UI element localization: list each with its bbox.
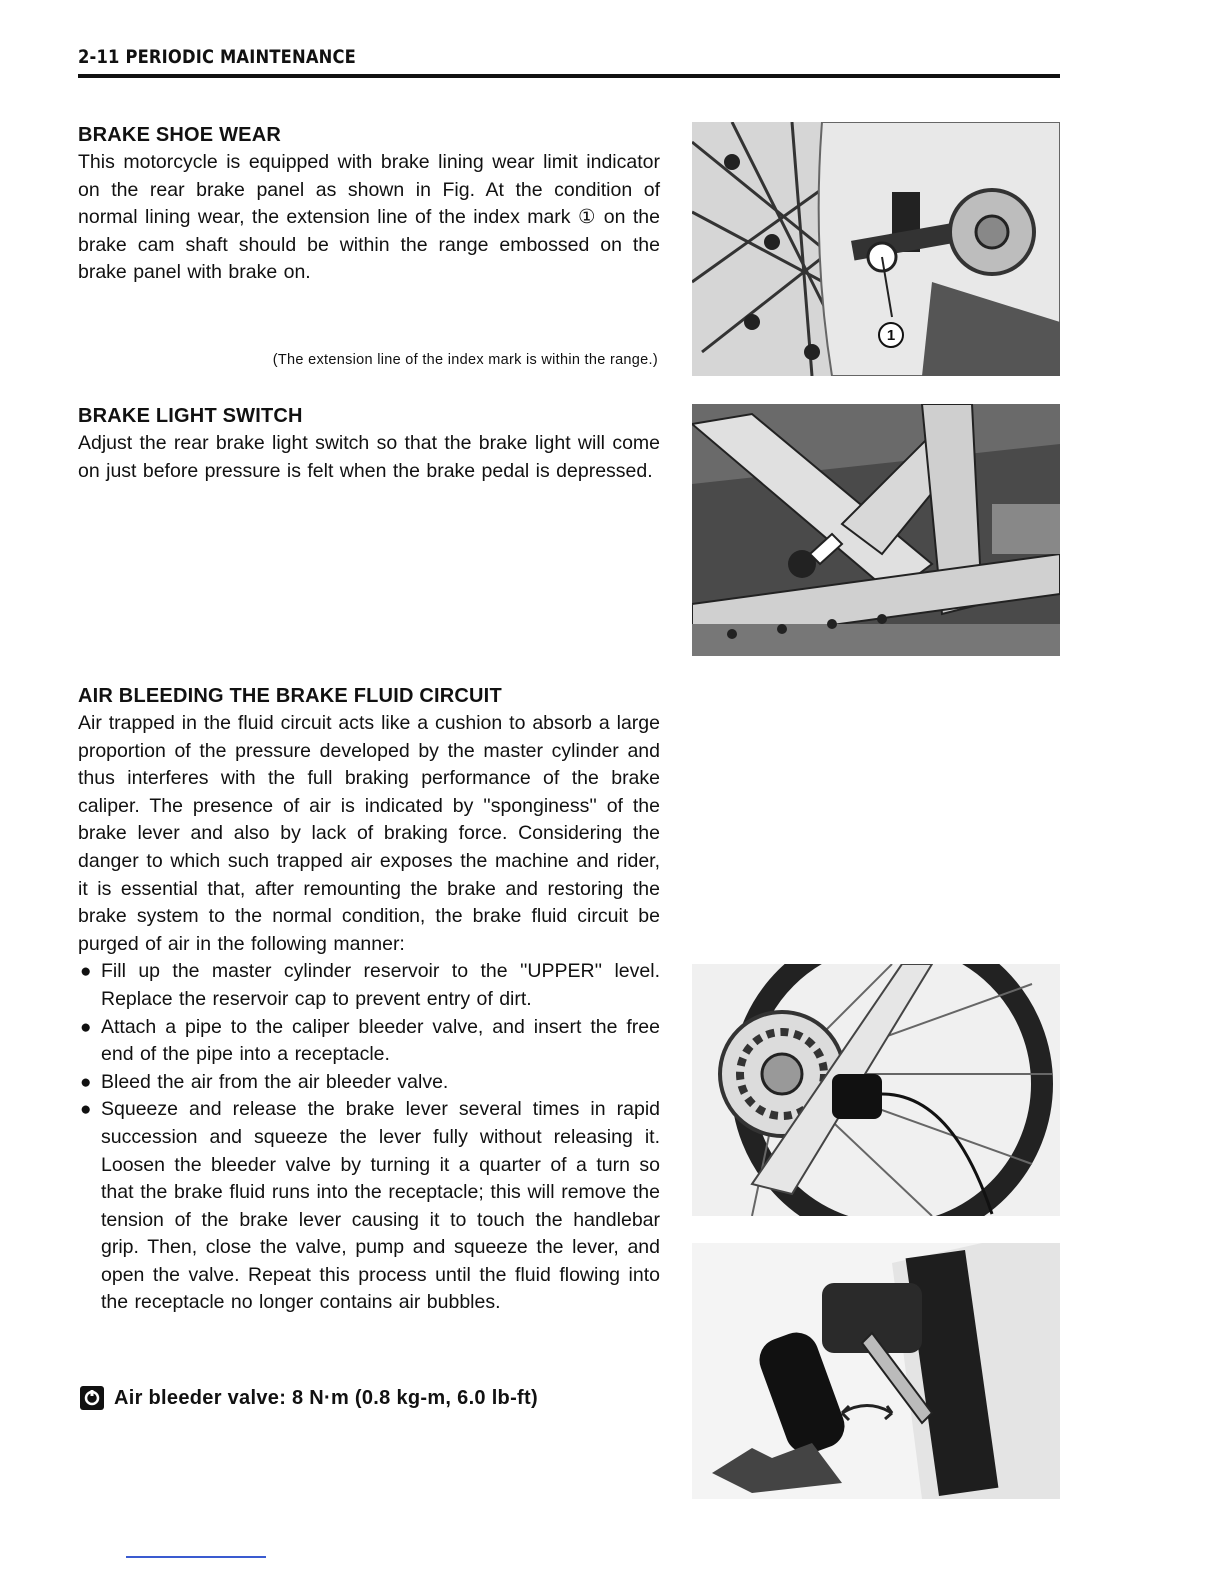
bullet-icon: ● xyxy=(80,961,92,983)
bullet-icon: ● xyxy=(80,1016,92,1038)
step-text: Fill up the master cylinder reservoir to the ''UPPER'' level. Replace the reservoir cap to prevent entry of dirt. xyxy=(101,960,660,1010)
air-bleeding-title: AIR BLEEDING THE BRAKE FLUID CIRCUIT xyxy=(78,685,502,707)
section-brake-shoe-wear xyxy=(78,122,660,287)
step-text: Squeeze and release the brake lever several times in rapid succession and squeeze the lever fully without releasing it. Loosen the bleeder valve by turning it a quarter of a turn so that the brake fluid runs into the receptacle; this will remove the tension of the brake lever causing it to touch the handlebar grip. Then, close the valve, pump and squeeze the lever, and open the valve. Repeat this process until the fluid flowing into the receptacle no longer contains air bubbles. xyxy=(101,1098,660,1314)
index-mark-symbol: ① xyxy=(577,206,597,229)
brake-shoe-title: BRAKE SHOE WEAR xyxy=(78,124,282,146)
brake-light-switch-photo xyxy=(692,404,1060,656)
header-title: 2-11 PERIODIC MAINTENANCE xyxy=(78,46,357,68)
bullet-icon: ● xyxy=(80,1071,92,1093)
air-bleeding-steps xyxy=(78,958,660,1317)
page-header xyxy=(78,44,1060,78)
torque-spec xyxy=(80,1386,538,1410)
section-air-bleeding xyxy=(78,683,660,1317)
section-brake-light-switch xyxy=(78,403,660,485)
brake-shoe-body-part2: on the brake cam shaft should be within the range embossed on the brake panel with brake on. xyxy=(78,206,660,284)
list-item xyxy=(78,958,660,1013)
air-bleeding-body: Air trapped in the fluid circuit acts like a cushion to absorb a large proportion of the pressure developed by the master cylinder and thus interferes with the full braking performance of the brake caliper. The presence of air is indicated by ''sponginess'' of the brake lever and also by lack of braking force. Considering the danger to which such trapped air exposes the machine and rider, it is essential that, after remounting the brake and restoring the brake system to the normal condition, the brake fluid circuit be purged of air in the following manner: xyxy=(78,712,660,955)
brake-shoe-caption: (The extension line of the index mark is within the range.) xyxy=(272,352,658,368)
list-item xyxy=(78,1014,660,1069)
brake-light-body: Adjust the rear brake light switch so that the brake light will come on just before pressure is felt when the brake pedal is depressed. xyxy=(78,432,660,482)
list-item xyxy=(78,1069,660,1097)
rear-brake-panel-photo xyxy=(692,122,1060,376)
bullet-icon: ● xyxy=(80,1099,92,1121)
front-caliper-bleeder-photo xyxy=(692,964,1060,1216)
brake-shoe-body-part1: This motorcycle is equipped with brake lining wear limit indicator on the rear brake panel as shown in Fig. At the condition of normal lining wear, the extension line of the index mark xyxy=(78,151,660,229)
torque-wrench-icon xyxy=(80,1386,104,1410)
callout-1: 1 xyxy=(878,322,904,348)
brake-light-title: BRAKE LIGHT SWITCH xyxy=(78,405,303,427)
torque-spec-text: Air bleeder valve: 8 N·m (0.8 kg-m, 6.0 lb-ft) xyxy=(114,1386,538,1409)
footer-rule xyxy=(126,1556,266,1558)
step-text: Attach a pipe to the caliper bleeder valve, and insert the free end of the pipe into a receptacle. xyxy=(101,1015,660,1066)
list-item xyxy=(78,1096,660,1317)
step-text: Bleed the air from the air bleeder valve. xyxy=(101,1070,449,1093)
brake-lever-photo xyxy=(692,1243,1060,1499)
brake-shoe-body xyxy=(78,149,660,287)
